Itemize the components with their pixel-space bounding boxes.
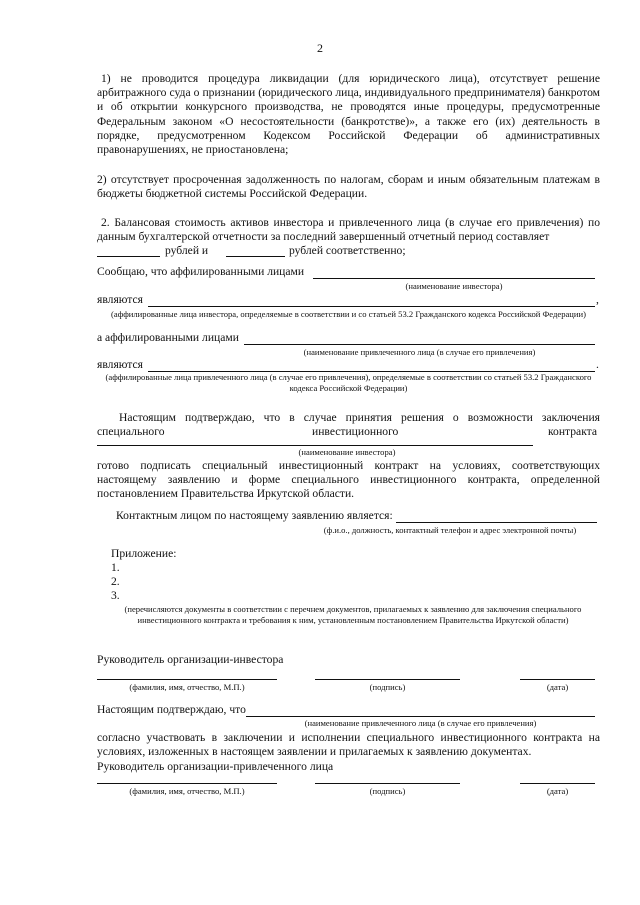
are-label-2: являются bbox=[97, 358, 143, 371]
confirm-investor-hint: (наименование инвестора) bbox=[298, 447, 396, 457]
attracted-sign-field[interactable] bbox=[315, 783, 460, 784]
balance-value-text: 2. Балансовая стоимость активов инвестора и привлеченного лица (в случае его привлечения) по данным бухгалтерской отчетности за последний завершенный отчетный период составляет bbox=[97, 216, 600, 244]
page-number: 2 bbox=[317, 41, 323, 55]
confirm-investor-field[interactable] bbox=[97, 445, 533, 446]
word-investment: инвестиционного bbox=[312, 425, 399, 438]
investor-affiliates-hint: (аффилированные лица инвестора, определяемые в соответствии и со статьей 53.2 Гражданского кодекса Российской Федерации) bbox=[111, 309, 586, 319]
contact-label: Контактным лицом по настоящему заявлению является: bbox=[116, 509, 393, 522]
contact-field[interactable] bbox=[396, 522, 597, 523]
confirm2-attracted-field[interactable] bbox=[246, 716, 595, 717]
investor-name-hint: (наименование инвестора) bbox=[405, 281, 503, 291]
condition-liquidation: 1) не проводится процедура ликвидации (для юридического лица), отсутствует решение арбитражного суда о признании (юридического лица, индивидуального предпринимателя) банкротом и об открытии конкурсного производства, не проводятся иные процедуры, предусмотренные Федеральным законом «О несостоятельности (банкротстве)», а также его (их) деятельность в порядке, предусмотренном Кодексом Российской Федерации об административных правонарушениях, не приостановлена; bbox=[97, 72, 600, 157]
attachment-item-3: 3. bbox=[111, 589, 120, 602]
attracted-fio-field[interactable] bbox=[97, 783, 277, 784]
attracted-date-hint: (дата) bbox=[546, 786, 569, 796]
attracted-sign-hint: (подпись) bbox=[369, 786, 406, 796]
investor-date-field[interactable] bbox=[520, 679, 595, 680]
confirm-body: готово подписать специальный инвестиционный контракт на условиях, соответствующих настоящему заявлению и форме специального инвестиционного контракта, определенной постановлением Правительства Иркутской области. bbox=[97, 459, 600, 501]
investor-head-title: Руководитель организации-инвестора bbox=[97, 653, 284, 666]
attracted-head-title: Руководитель организации-привлеченного лица bbox=[97, 760, 334, 773]
investor-sign-hint: (подпись) bbox=[369, 682, 406, 692]
affiliates-intro: Сообщаю, что аффилированными лицами bbox=[97, 265, 305, 278]
attachment-hint: (перечисляются документы в соответствии с перечнем документов, прилагаемых к заявлению для заключения специального инвестиционного контракта и требования к ним, установленным постановлением Правительства Иркутской области) bbox=[124, 604, 582, 625]
condition-tax-debt: 2) отсутствует просроченная задолженность по налогам, сборам и иным обязательным платежам в бюджеты бюджетной системы Российской Федерации. bbox=[97, 173, 600, 201]
are-label: являются bbox=[97, 293, 143, 306]
investor-date-hint: (дата) bbox=[546, 682, 569, 692]
investor-affiliates-field[interactable] bbox=[148, 306, 595, 307]
confirm2-hint: (наименование привлеченного лица (в случае его привлечения) bbox=[304, 718, 537, 728]
investor-name-field[interactable] bbox=[313, 278, 595, 279]
confirm-line-1: Настоящим подтверждаю, что в случае принятия решения о возможности заключения bbox=[119, 411, 600, 424]
contact-hint: (ф.и.о., должность, контактный телефон и адрес электронной почты) bbox=[323, 525, 577, 535]
attracted-name-hint: (наименование привлеченного лица (в случае его привлечения) bbox=[303, 347, 536, 357]
attracted-date-field[interactable] bbox=[520, 783, 595, 784]
attachment-title: Приложение: bbox=[111, 547, 177, 560]
attracted-fio-hint: (фамилия, имя, отчество, М.П.) bbox=[129, 786, 245, 796]
investor-fio-hint: (фамилия, имя, отчество, М.П.) bbox=[129, 682, 245, 692]
rub-label-2: рублей соответственно; bbox=[289, 244, 406, 257]
investor-fio-field[interactable] bbox=[97, 679, 277, 680]
balance-attracted-field[interactable] bbox=[226, 256, 285, 257]
and-affiliates-label: а аффилированными лицами bbox=[97, 331, 239, 344]
confirm2-body: согласно участвовать в заключении и исполнении специального инвестиционного контракта на условиях, изложенных в настоящем заявлении и прилагаемых к заявлению документах. bbox=[97, 731, 600, 759]
balance-investor-field[interactable] bbox=[97, 256, 160, 257]
attracted-name-field[interactable] bbox=[244, 344, 595, 345]
attachment-item-1: 1. bbox=[111, 561, 120, 574]
word-special: специального bbox=[97, 425, 165, 438]
comma: , bbox=[596, 293, 599, 306]
rub-label-1: рублей и bbox=[165, 244, 209, 257]
confirm2-label: Настоящим подтверждаю, что bbox=[97, 703, 246, 716]
period: . bbox=[596, 358, 599, 371]
word-contract: контракта bbox=[548, 425, 598, 438]
attracted-affiliates-hint: (аффилированные лица привлеченного лица (в случае его привлечения), определяемые в соответствии со статьей 53.2 Гражданского кодекса Российской Федерации) bbox=[105, 372, 592, 393]
investor-sign-field[interactable] bbox=[315, 679, 460, 680]
attachment-item-2: 2. bbox=[111, 575, 120, 588]
